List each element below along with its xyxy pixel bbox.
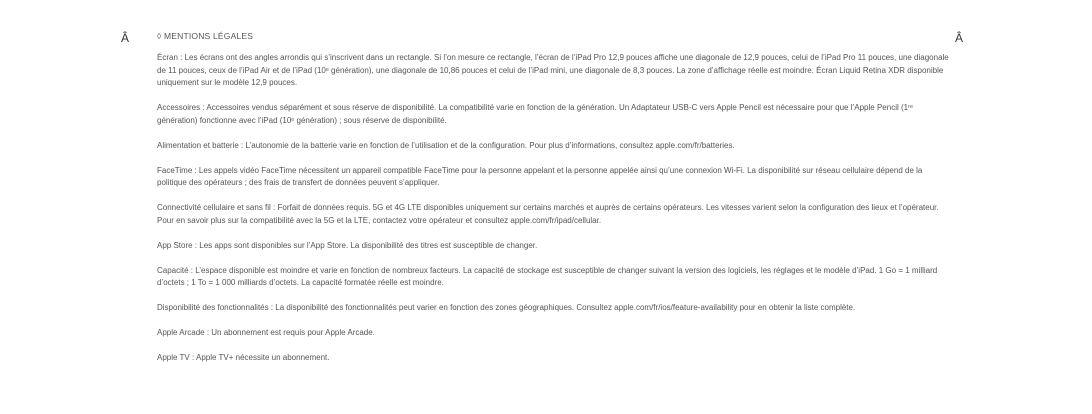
note-apple-arcade: Apple Arcade : Un abonnement est requis pour Apple Arcade. — [157, 328, 375, 337]
note-ecran: Écran : Les écrans ont des angles arrondis qui s’inscrivent dans un rectangle. Si l’on mesure ce rectangle, l’écran de l’iPad Pro 12,9 pouces affiche une diagonale de 12,9 pouces, celui de l’iPad Pro 11 pouces, une diagonale de 11 pouces, ceux de l’iPad Air et de l’iPad (10ᵉ génération), une diagonale de 10,86 pouces et celui de l’iPad mini, une diagonale de 8,3 pouces. La zone d’affichage réelle est moindre. Écran Liquid Retina XDR disponible uniquement sur le modèle 12,9 pouces. — [157, 53, 949, 87]
note-connectivite: Connectivité cellulaire et sans fil : Forfait de données requis. 5G et 4G LTE disponibles uniquement sur certains marchés et auprès de certains opérateurs. Les vitesses varient selon la configuration des lieux et l’opérateur. Pour en savoir plus sur la compatibilité avec la 5G et la LTE, contactez votre opérateur et consultez apple.com/fr/ipad/cellular. — [157, 203, 939, 225]
note-accessoires: Accessoires : Accessoires vendus séparément et sous réserve de disponibilité. La compatibilité varie en fonction de la génération. Un Adaptateur USB‑C vers Apple Pencil est nécessaire pour que l’Apple Pencil (1ʳᵉ génération) fonctionne avec l’iPad (10ᵉ génération) ; sous réserve de disponibilité. — [157, 103, 913, 125]
note-apple-tv: Apple TV : Apple TV+ nécessite un abonnement. — [157, 353, 330, 362]
note-facetime: FaceTime : Les appels vidéo FaceTime nécessitent un appareil compatible FaceTime pour la personne appelant et la personne appelée ainsi qu’une connexion Wi‑Fi. La disponibilité sur réseau cellulaire dépend de la politique des opérateurs ; des frais de transfert de données peuvent s’appliquer. — [157, 165, 923, 187]
section-title: ◊ MENTIONS LÉGALES — [157, 31, 254, 41]
note-app-store: App Store : Les apps sont disponibles sur l’App Store. La disponibilité des titres est susceptible de changer. — [157, 240, 538, 250]
corner-glyph-left: Â — [121, 31, 130, 45]
legal-notes-section — [157, 31, 952, 365]
note-batterie: Alimentation et batterie : L’autonomie de la batterie varie en fonction de l’utilisation et de la configuration. Pour plus d’informations, consultez apple.com/fr/batteries. — [157, 140, 735, 150]
corner-glyph-right: Â — [955, 31, 964, 45]
note-capacite: Capacité : L’espace disponible est moindre et varie en fonction de nombreux facteurs. La capacité de stockage est susceptible de changer suivant la version des logiciels, les réglages et le modèle d’iPad. 1 Go = 1 milliard d’octets ; 1 To = 1 000 milliards d’octets. La capacité formatée réelle est moindre. — [157, 265, 938, 287]
note-disponibilite: Disponibilité des fonctionnalités : La disponibilité des fonctionnalités peut varier en fonction des zones géographiques. Consultez apple.com/fr/ios/feature-availability pour en obtenir la liste complète. — [157, 303, 856, 312]
